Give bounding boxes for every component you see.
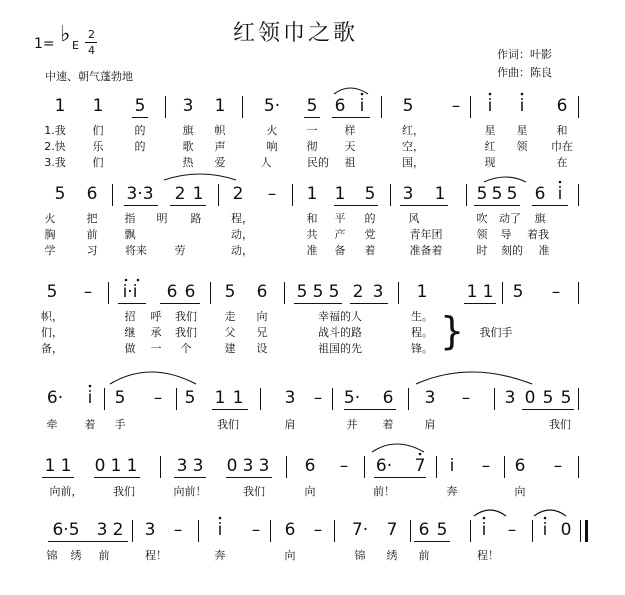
note: 1 xyxy=(232,388,244,408)
note: – xyxy=(251,520,261,540)
lyric: 旗 xyxy=(534,212,546,225)
note: 6 xyxy=(334,96,346,116)
composer-credit: 作曲：陈良 xyxy=(497,66,552,79)
lyric: 并 xyxy=(346,418,358,431)
lyric: 我们 xyxy=(217,418,239,431)
lyric: 学 xyxy=(44,244,56,257)
lyric: 兄 xyxy=(256,326,268,339)
note: 1 xyxy=(126,456,138,476)
note: – xyxy=(451,96,461,116)
note: – xyxy=(507,520,517,540)
lyric: 和 xyxy=(306,212,318,225)
key-note: E xyxy=(72,39,79,52)
note: 0 xyxy=(524,388,536,408)
lyric: 向 xyxy=(256,310,268,323)
lyric: 胸 xyxy=(44,228,56,241)
note: 7· xyxy=(351,520,369,540)
note: i xyxy=(449,456,455,476)
note: i xyxy=(87,388,93,408)
lyric: 指 xyxy=(124,212,136,225)
lyric: 动， xyxy=(231,228,253,241)
lyric: 向 xyxy=(284,549,296,562)
note: 6 xyxy=(304,456,316,476)
note: 2 xyxy=(112,520,124,540)
tempo-marking: 中速、朝气蓬勃地 xyxy=(45,70,133,83)
lyric: 产 xyxy=(334,228,346,241)
note: 1 xyxy=(466,282,478,302)
lyric: 设 xyxy=(256,342,268,355)
note: 3 xyxy=(372,282,384,302)
note: 6 xyxy=(86,184,98,204)
note: 2 xyxy=(232,184,244,204)
lyric: 的 xyxy=(134,124,146,137)
lyric: 绣 xyxy=(386,549,398,562)
note: – xyxy=(481,456,491,476)
note: 1 xyxy=(214,96,226,116)
lyric: 动了 xyxy=(499,212,521,225)
slur xyxy=(484,177,526,182)
note: 5 xyxy=(328,282,340,302)
note: 5 xyxy=(542,388,554,408)
lyric: 样 xyxy=(344,124,356,137)
lyric: 肩 xyxy=(424,418,436,431)
note: i xyxy=(487,96,493,116)
note: 1 xyxy=(214,388,226,408)
lyric: 建 xyxy=(224,342,236,355)
note: 5 xyxy=(224,282,236,302)
lyric: 空， xyxy=(402,140,424,153)
note: 3 xyxy=(284,388,296,408)
high-octave-dot xyxy=(89,385,92,388)
note: 1 xyxy=(44,456,56,476)
slur xyxy=(110,372,196,384)
lyric: 锦 xyxy=(46,549,58,562)
note: 3 xyxy=(182,96,194,116)
lyric: 在 xyxy=(556,156,568,169)
lyric: 天 xyxy=(344,140,356,153)
note: – xyxy=(313,388,323,408)
note: 1 xyxy=(434,184,446,204)
note: 5 xyxy=(114,388,126,408)
lyric: 导 xyxy=(500,228,512,241)
lyric: 战斗的路 xyxy=(318,326,362,339)
high-octave-dot xyxy=(559,181,562,184)
lyric: 红， xyxy=(402,124,424,137)
lyric: 领 xyxy=(476,228,488,241)
high-octave-dot xyxy=(137,279,140,282)
lyric: 3.我 xyxy=(44,156,66,169)
song-title: 红领巾之歌 xyxy=(233,21,359,46)
lyric: 我们 xyxy=(175,326,197,339)
time-top: 2 xyxy=(88,28,95,41)
note: 3 xyxy=(96,520,108,540)
lyric: 星 xyxy=(484,124,496,137)
note: 2 xyxy=(174,184,186,204)
lyric: 着 xyxy=(84,418,96,431)
note: 6 xyxy=(534,184,546,204)
high-octave-dot xyxy=(483,517,486,520)
high-octave-dot xyxy=(489,93,492,96)
lyric: 招 xyxy=(124,310,136,323)
note: 5 xyxy=(46,282,58,302)
lyric: 做 xyxy=(124,342,136,355)
lyric: 奔 xyxy=(446,485,458,498)
lyric: 歌 xyxy=(182,140,194,153)
note: 3 xyxy=(504,388,516,408)
note: 7 xyxy=(414,456,426,476)
lyric: 热 xyxy=(182,156,194,169)
high-octave-dot xyxy=(125,279,128,282)
lyric: 的 xyxy=(134,140,146,153)
note: – xyxy=(173,520,183,540)
lyric: 前 xyxy=(86,228,98,241)
note: 5 xyxy=(296,282,308,302)
lyric: 祖国的先 xyxy=(318,342,362,355)
lyric: 前 xyxy=(98,549,110,562)
lyric: 生。 xyxy=(411,310,433,323)
lyric: 前！ xyxy=(373,485,395,498)
lyric: 向 xyxy=(304,485,316,498)
note: 5· xyxy=(343,388,361,408)
slur xyxy=(372,444,424,452)
high-octave-dot xyxy=(544,517,547,520)
lyric: 承 xyxy=(150,326,162,339)
lyric: 星 xyxy=(516,124,528,137)
lyric: 准 xyxy=(538,244,550,257)
note: 3·3 xyxy=(126,184,154,204)
high-octave-dot xyxy=(419,453,422,456)
lyric: 着 xyxy=(364,244,376,257)
lyric: 一 xyxy=(306,124,318,137)
lyric: 个 xyxy=(180,342,192,355)
lyric: 备， xyxy=(41,342,63,355)
note: 6· xyxy=(375,456,393,476)
lyric: 2.快 xyxy=(44,140,66,153)
lyric: 牵 xyxy=(46,418,58,431)
slur xyxy=(164,174,236,180)
note: – xyxy=(339,456,349,476)
lyric: 们， xyxy=(41,326,63,339)
note: 5 xyxy=(560,388,572,408)
lyric: 继 xyxy=(124,326,136,339)
lyric: 程。 xyxy=(411,326,433,339)
note: i xyxy=(217,520,223,540)
note: 6 xyxy=(514,456,526,476)
lyric: 彻 xyxy=(306,140,318,153)
note: 5 xyxy=(491,184,503,204)
lyric: 青年团 xyxy=(409,228,443,241)
lyricist-credit: 作词：叶影 xyxy=(497,48,552,61)
note: 1 xyxy=(334,184,346,204)
note: 5 xyxy=(134,96,146,116)
lyric: 祖 xyxy=(344,156,356,169)
note: 3 xyxy=(258,456,270,476)
lyric: 备 xyxy=(334,244,346,257)
note: 5 xyxy=(436,520,448,540)
lyric: 向 xyxy=(514,485,526,498)
lyric: 程！ xyxy=(477,549,499,562)
note: i xyxy=(359,96,365,116)
note: 0 xyxy=(94,456,106,476)
lyric: 前 xyxy=(418,549,430,562)
lyric: 和 xyxy=(556,124,568,137)
lyric: 我们 xyxy=(243,485,265,498)
lyric: 响 xyxy=(266,140,278,153)
slur xyxy=(416,372,532,384)
lyric: 1.我 xyxy=(44,124,66,137)
note: 5 xyxy=(306,96,318,116)
lyric: 国， xyxy=(402,156,424,169)
lyric: 吹 xyxy=(476,212,488,225)
lyric: 走 xyxy=(224,310,236,323)
note: 3 xyxy=(192,456,204,476)
lyric: 习 xyxy=(86,244,98,257)
high-octave-dot xyxy=(521,93,524,96)
lyric: 旗 xyxy=(182,124,194,137)
note: 1 xyxy=(54,96,66,116)
lyric: 向前！ xyxy=(173,485,207,498)
note: – xyxy=(553,456,563,476)
note: 5· xyxy=(263,96,281,116)
lyric: 将来 xyxy=(125,244,147,257)
lyric: 共 xyxy=(306,228,318,241)
lyric: 一 xyxy=(150,342,162,355)
lyric: 我们 xyxy=(113,485,135,498)
lyric: 手 xyxy=(114,418,126,431)
high-octave-dot xyxy=(361,93,364,96)
lyric: 们 xyxy=(92,124,104,137)
note: 0 xyxy=(560,520,572,540)
note: i xyxy=(542,520,548,540)
lyric: 奔 xyxy=(214,549,226,562)
lyric: 动， xyxy=(231,244,253,257)
note: 5 xyxy=(512,282,524,302)
note: 6 xyxy=(556,96,568,116)
lyric: 锦 xyxy=(354,549,366,562)
note: 6 xyxy=(284,520,296,540)
note: i·i xyxy=(122,282,138,302)
note: – xyxy=(461,388,471,408)
verse-brace: } xyxy=(440,309,465,353)
lyric: 呼 xyxy=(150,310,162,323)
lyric: 帜， xyxy=(41,310,63,323)
lyric: 领 xyxy=(516,140,528,153)
lyric: 的 xyxy=(364,212,376,225)
lyric: 明 xyxy=(156,212,168,225)
lyric: 绣 xyxy=(70,549,82,562)
flat-sign: ♭ xyxy=(60,22,71,47)
lyric: 程， xyxy=(231,212,253,225)
lyric: 刻的 xyxy=(501,244,523,257)
lyric: 把 xyxy=(86,212,98,225)
note: – xyxy=(153,388,163,408)
lyric: 准 xyxy=(306,244,318,257)
note: 5 xyxy=(364,184,376,204)
lyric: 我们 xyxy=(175,310,197,323)
note: – xyxy=(83,282,93,302)
lyric: 父 xyxy=(224,326,236,339)
note: i xyxy=(519,96,525,116)
note: – xyxy=(267,184,277,204)
lyric: 劳 xyxy=(174,244,186,257)
lyric: 党 xyxy=(364,228,376,241)
lyric: 准备着 xyxy=(409,244,443,257)
note: 3 xyxy=(424,388,436,408)
note: 7 xyxy=(386,520,398,540)
note: 1 xyxy=(192,184,204,204)
note: – xyxy=(551,282,561,302)
note: 0 xyxy=(226,456,238,476)
lyric: 巾在 xyxy=(551,140,573,153)
lyric: 肩 xyxy=(284,418,296,431)
key-label: 1= xyxy=(34,36,55,52)
lyric: 人 xyxy=(260,156,272,169)
lyric: 现 xyxy=(484,156,496,169)
note: i xyxy=(481,520,487,540)
lyric: 风 xyxy=(408,212,420,225)
note: 5 xyxy=(476,184,488,204)
note: 5 xyxy=(54,184,66,204)
note: 3 xyxy=(144,520,156,540)
note: 5 xyxy=(312,282,324,302)
lyric: 路 xyxy=(190,212,202,225)
note: 2 xyxy=(352,282,364,302)
lyric: 爱 xyxy=(214,156,226,169)
note: 6 xyxy=(418,520,430,540)
lyric: 们 xyxy=(92,156,104,169)
note: 6 xyxy=(184,282,196,302)
lyric: 锋。 xyxy=(411,342,433,355)
lyric: 帜 xyxy=(214,124,226,137)
note: 6·5 xyxy=(52,520,80,540)
lyric: 飘 xyxy=(124,228,136,241)
note: 5 xyxy=(184,388,196,408)
note: – xyxy=(313,520,323,540)
slur xyxy=(534,510,566,516)
note: 5 xyxy=(402,96,414,116)
lyric: 火 xyxy=(44,212,56,225)
note: 3 xyxy=(402,184,414,204)
note: i xyxy=(557,184,563,204)
lyric: 火 xyxy=(266,124,278,137)
lyric: 向前， xyxy=(49,485,83,498)
note: 6 xyxy=(256,282,268,302)
lyric: 我们 xyxy=(549,418,571,431)
lyric: 着我 xyxy=(527,228,549,241)
note: 1 xyxy=(416,282,428,302)
note: 6 xyxy=(382,388,394,408)
lyric: 乐 xyxy=(92,140,104,153)
lyric: 程！ xyxy=(145,549,167,562)
lyric: 声 xyxy=(214,140,226,153)
note: 1 xyxy=(92,96,104,116)
lyric: 民的 xyxy=(307,156,329,169)
note: 5 xyxy=(506,184,518,204)
refrain-lyric: 我们手 xyxy=(479,326,513,339)
note: 1 xyxy=(306,184,318,204)
note: 6· xyxy=(46,388,64,408)
note: 6 xyxy=(166,282,178,302)
lyric: 时 xyxy=(476,244,488,257)
lyric: 平 xyxy=(334,212,346,225)
slur xyxy=(474,510,506,516)
lyric: 红 xyxy=(484,140,496,153)
time-bottom: 4 xyxy=(88,44,95,57)
note: 1 xyxy=(482,282,494,302)
lyric: 幸福的人 xyxy=(318,310,362,323)
note: 3 xyxy=(176,456,188,476)
note: 3 xyxy=(242,456,254,476)
note: 1 xyxy=(60,456,72,476)
high-octave-dot xyxy=(219,517,222,520)
note: 1 xyxy=(110,456,122,476)
lyric: 着 xyxy=(382,418,394,431)
